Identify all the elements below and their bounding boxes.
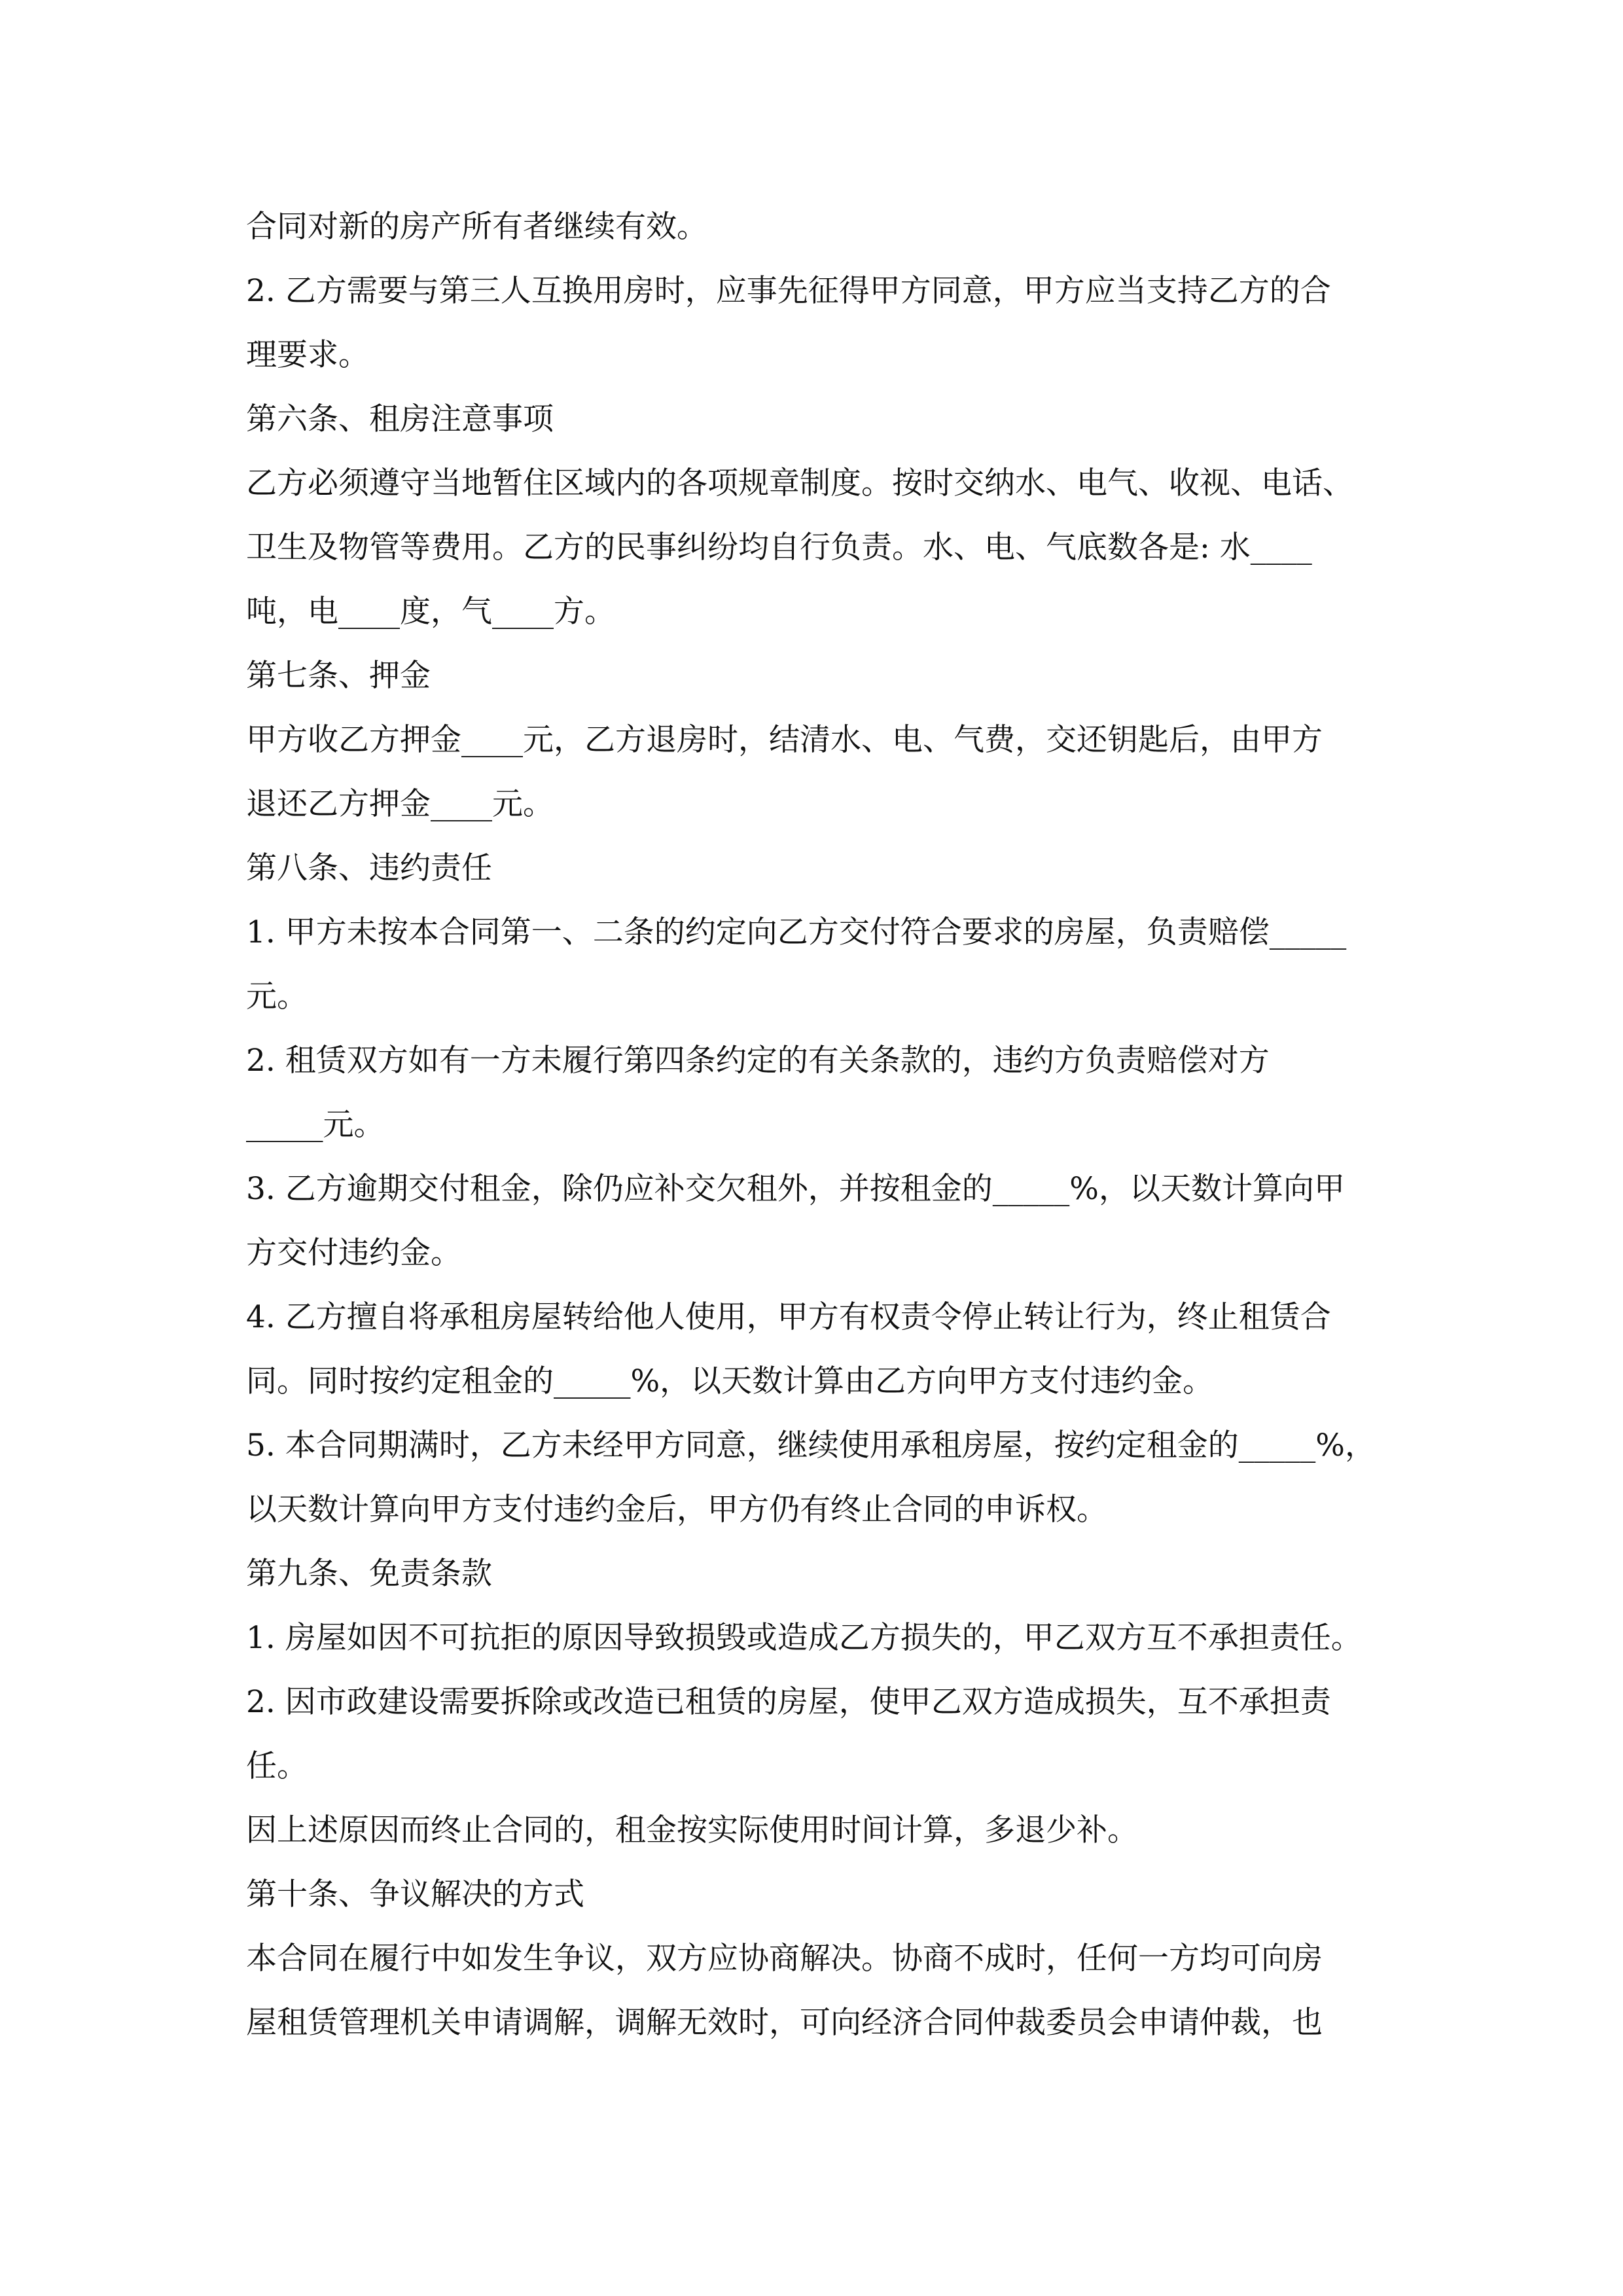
text-line: 2. 因市政建设需要拆除或改造已租赁的房屋，使甲乙双方造成损失，互不承担责 bbox=[246, 1684, 1331, 1720]
text-line: 乙方必须遵守当地暂住区域内的各项规章制度。按时交纳水、电气、收视、电话、 bbox=[246, 465, 1353, 501]
section-heading: 第七条、押金 bbox=[246, 658, 431, 694]
text-line: 3. 乙方逾期交付租金，除仍应补交欠租外，并按租金的_____%，以天数计算向甲 bbox=[246, 1171, 1345, 1207]
text-line: 1. 房屋如因不可抗拒的原因导致损毁或造成乙方损失的，甲乙双方互不承担责任。 bbox=[246, 1620, 1362, 1656]
text-line: 合同对新的房产所有者继续有效。 bbox=[246, 209, 707, 245]
document-body bbox=[246, 195, 1398, 2055]
text-line: 同。同时按约定租金的_____%，以天数计算由乙方向甲方支付违约金。 bbox=[246, 1363, 1214, 1399]
text-line: 任。 bbox=[246, 1748, 308, 1784]
text-line: 方交付违约金。 bbox=[246, 1235, 461, 1271]
text-line: 元。 bbox=[246, 978, 308, 1014]
text-line: 理要求。 bbox=[246, 337, 369, 373]
section-heading: 第九条、免责条款 bbox=[246, 1556, 492, 1592]
text-line: _____元。 bbox=[246, 1107, 385, 1143]
text-line: 以天数计算向甲方支付违约金后，甲方仍有终止合同的申诉权。 bbox=[246, 1492, 1107, 1528]
text-line: 1. 甲方未按本合同第一、二条的约定向乙方交付符合要求的房屋，负责赔偿_____ bbox=[246, 914, 1347, 950]
text-line: 2. 乙方需要与第三人互换用房时，应事先征得甲方同意，甲方应当支持乙方的合 bbox=[246, 273, 1331, 309]
text-line: 5. 本合同期满时，乙方未经甲方同意，继续使用承租房屋，按约定租金的_____%， bbox=[246, 1427, 1376, 1463]
text-line: 屋租赁管理机关申请调解，调解无效时，可向经济合同仲裁委员会申请仲裁，也 bbox=[246, 2005, 1323, 2041]
text-line: 因上述原因而终止合同的，租金按实际使用时间计算，多退少补。 bbox=[246, 1812, 1138, 1848]
text-line: 2. 租赁双方如有一方未履行第四条约定的有关条款的，违约方负责赔偿对方 bbox=[246, 1043, 1270, 1079]
text-line: 4. 乙方擅自将承租房屋转给他人使用，甲方有权责令停止转让行为，终止租赁合 bbox=[246, 1299, 1331, 1335]
section-heading: 第十条、争议解决的方式 bbox=[246, 1876, 584, 1912]
text-line: 甲方收乙方押金____元，乙方退房时，结清水、电、气费，交还钥匙后，由甲方 bbox=[246, 722, 1323, 758]
text-line: 吨，电____度，气____方。 bbox=[246, 594, 615, 630]
section-heading: 第六条、租房注意事项 bbox=[246, 401, 554, 437]
text-line: 卫生及物管等费用。乙方的民事纠纷均自行负责。水、电、气底数各是: 水____ bbox=[246, 529, 1312, 565]
section-heading: 第八条、违约责任 bbox=[246, 850, 492, 886]
text-line: 本合同在履行中如发生争议，双方应协商解决。协商不成时，任何一方均可向房 bbox=[246, 1941, 1323, 1977]
text-line: 退还乙方押金____元。 bbox=[246, 786, 554, 822]
